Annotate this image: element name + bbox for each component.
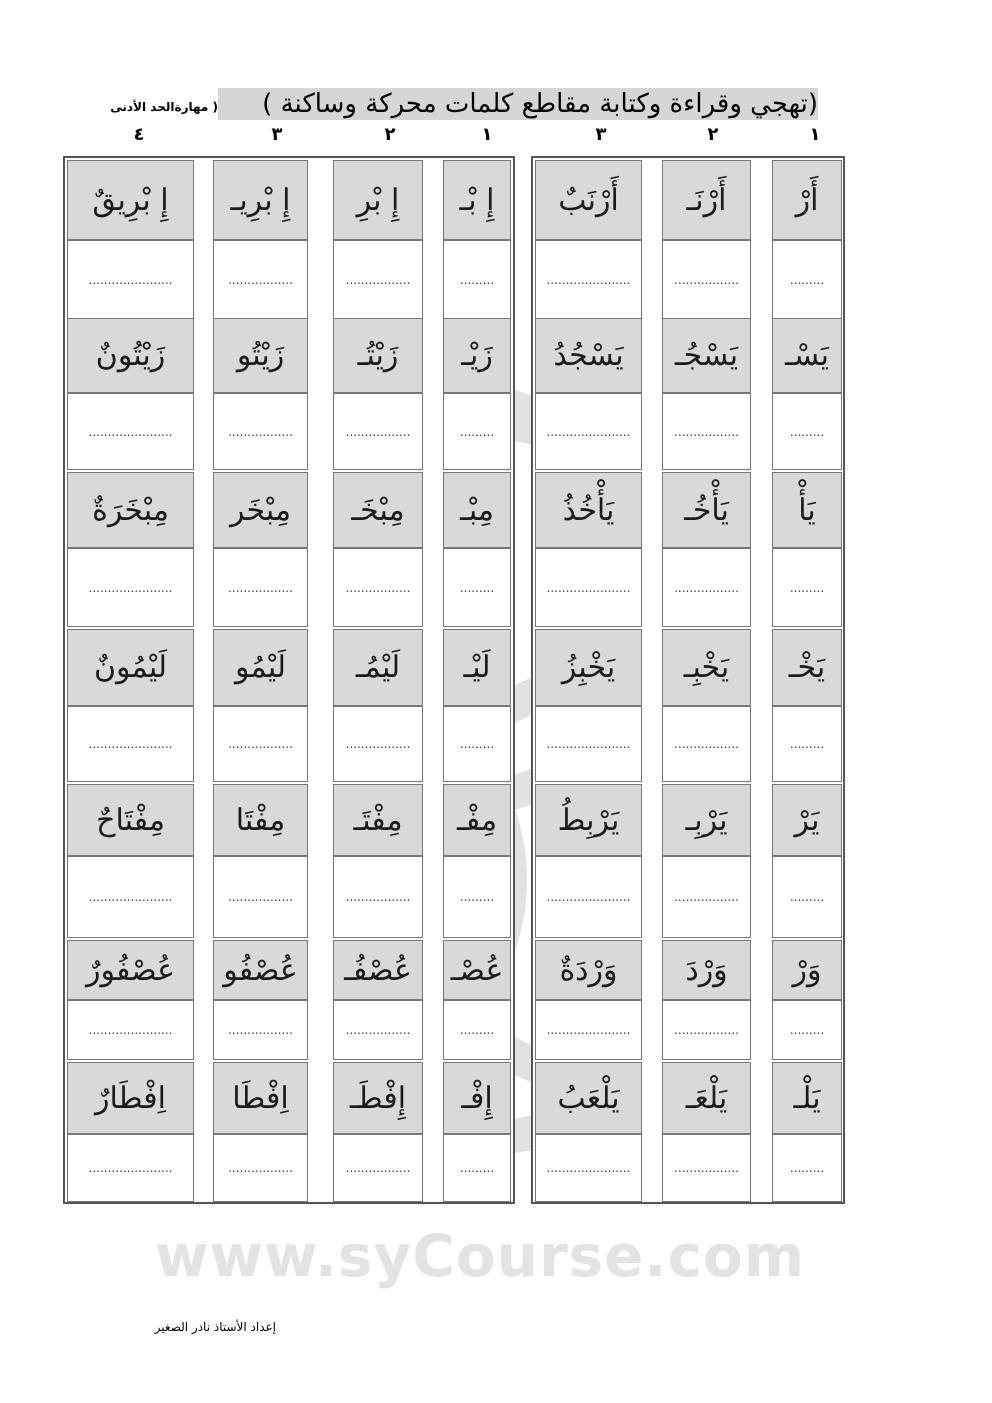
column-number: ١ <box>809 124 821 145</box>
syllable-cell: عُصْفُـ <box>333 940 423 1000</box>
syllable-cell: مِبْخَر <box>213 472 308 548</box>
writing-line[interactable]: ......... <box>772 240 842 320</box>
syllable-cell: يَرْبِطُ <box>535 784 642 856</box>
syllable-cell: عُصْفُورٌ <box>67 940 194 1000</box>
syllable-cell: يَأْ <box>772 472 842 548</box>
syllable-cell: يَخْبِزُ <box>535 629 642 706</box>
writing-line[interactable]: ...................... <box>535 856 642 938</box>
writing-line[interactable]: ......... <box>443 1000 511 1060</box>
writing-line[interactable]: ......... <box>443 706 511 782</box>
syllable-cell: أَرْنَبٌ <box>535 160 642 240</box>
syllable-cell: يَلْعَـ <box>662 1062 751 1134</box>
writing-line[interactable]: ................. <box>213 706 308 782</box>
syllable-cell: مِفْتَا <box>213 784 308 856</box>
writing-line[interactable]: ...................... <box>67 548 194 627</box>
column-number: ٢ <box>384 124 396 145</box>
writing-line[interactable]: ...................... <box>535 548 642 627</box>
writing-line[interactable]: ......... <box>443 856 511 938</box>
writing-line[interactable]: ......... <box>772 393 842 470</box>
writing-line[interactable]: ......... <box>772 548 842 627</box>
column-number: ٣ <box>595 124 607 145</box>
column-number: ٤ <box>133 124 145 145</box>
syllable-cell: مِبْخَـ <box>333 472 423 548</box>
writing-line[interactable]: ................. <box>333 1134 423 1202</box>
writing-line[interactable]: ................. <box>213 856 308 938</box>
writing-line[interactable]: ................. <box>662 393 751 470</box>
writing-line[interactable]: ................. <box>333 393 423 470</box>
writing-line[interactable]: ...................... <box>67 393 194 470</box>
syllable-cell: يَلْـ <box>772 1062 842 1134</box>
syllable-cell: يَأْخُذُ <box>535 472 642 548</box>
writing-line[interactable]: ................. <box>662 1134 751 1202</box>
syllable-cell: لَيْمُونٌ <box>67 629 194 706</box>
writing-line[interactable]: ................. <box>213 1134 308 1202</box>
syllable-cell: زَيْتُو <box>213 318 308 393</box>
writing-line[interactable]: ................. <box>333 240 423 320</box>
syllable-cell: اِفْطَا <box>213 1062 308 1134</box>
syllable-cell: مِفْتَـ <box>333 784 423 856</box>
writing-line[interactable]: ......... <box>772 856 842 938</box>
column-number: ٢ <box>707 124 719 145</box>
syllable-cell: إِ بْـ <box>443 160 511 240</box>
syllable-cell: زَيْـ <box>443 318 511 393</box>
writing-line[interactable]: ................. <box>662 856 751 938</box>
writing-line[interactable]: ...................... <box>67 706 194 782</box>
syllable-cell: وَرْدَةٌ <box>535 940 642 1000</box>
writing-line[interactable]: ................. <box>333 706 423 782</box>
writing-line[interactable]: ...................... <box>67 240 194 320</box>
writing-line[interactable]: ...................... <box>535 706 642 782</box>
writing-line[interactable]: ................. <box>213 1000 308 1060</box>
writing-line[interactable]: ......... <box>443 240 511 320</box>
syllable-cell: يَرْبِـ <box>662 784 751 856</box>
writing-line[interactable]: ................. <box>662 1000 751 1060</box>
writing-line[interactable]: ................. <box>213 393 308 470</box>
writing-line[interactable]: ................. <box>213 548 308 627</box>
writing-line[interactable]: ................. <box>333 856 423 938</box>
syllable-cell: زَيْتُونٌ <box>67 318 194 393</box>
syllable-cell: اِفْطَارٌ <box>67 1062 194 1134</box>
syllable-cell: وَرْ <box>772 940 842 1000</box>
writing-line[interactable]: ...................... <box>67 1134 194 1202</box>
syllable-cell: إِ بْرِيـ <box>213 160 308 240</box>
syllable-cell: يَسْجُـ <box>662 318 751 393</box>
writing-line[interactable]: ...................... <box>535 240 642 320</box>
syllable-cell: إِ بْرِيقٌ <box>67 160 194 240</box>
writing-line[interactable]: ...................... <box>67 1000 194 1060</box>
syllable-cell: عُصْفُو <box>213 940 308 1000</box>
syllable-cell: لَيْمُـ <box>333 629 423 706</box>
syllable-cell: يَخْـ <box>772 629 842 706</box>
syllable-cell: مِبْخَرَةٌ <box>67 472 194 548</box>
syllable-cell: إِ بْرِ <box>333 160 423 240</box>
syllable-cell: لَيْـ <box>443 629 511 706</box>
syllable-cell: يَرْ <box>772 784 842 856</box>
syllable-cell: مِفْـ <box>443 784 511 856</box>
writing-line[interactable]: ...................... <box>67 856 194 938</box>
writing-line[interactable]: ......... <box>772 1000 842 1060</box>
syllable-cell: وَرْدَ <box>662 940 751 1000</box>
writing-line[interactable]: ......... <box>443 393 511 470</box>
writing-line[interactable]: ......... <box>443 1134 511 1202</box>
syllable-cell: إِفْـ <box>443 1062 511 1134</box>
writing-line[interactable]: ...................... <box>535 1134 642 1202</box>
syllable-cell: يَأْخُـ <box>662 472 751 548</box>
skill-level-label: ( مهارةالحد الأدنى <box>110 100 218 114</box>
writing-line[interactable]: ................. <box>333 548 423 627</box>
writing-line[interactable]: ................. <box>662 706 751 782</box>
writing-line[interactable]: ................. <box>333 1000 423 1060</box>
worksheet-title: (تهجي وقراءة وكتابة مقاطع كلمات محركة وساكنة ) <box>218 88 818 120</box>
author-credit: إعداد الأستاذ نادر الصغير <box>154 1320 276 1334</box>
writing-line[interactable]: ...................... <box>535 393 642 470</box>
writing-line[interactable]: ................. <box>213 240 308 320</box>
syllable-cell: يَخْبِـ <box>662 629 751 706</box>
syllable-cell: أَرْنَـ <box>662 160 751 240</box>
column-number: ٣ <box>271 124 283 145</box>
syllable-cell: مِفْتَاحٌ <box>67 784 194 856</box>
syllable-cell: مِبْـ <box>443 472 511 548</box>
syllable-cell: يَسْـ <box>772 318 842 393</box>
syllable-cell: أَرْ <box>772 160 842 240</box>
writing-line[interactable]: ......... <box>772 1134 842 1202</box>
site-watermark: www.syCourse.com <box>154 1222 806 1290</box>
syllable-cell: يَلْعَبُ <box>535 1062 642 1134</box>
syllable-cell: يَسْجُدُ <box>535 318 642 393</box>
syllable-cell: عُصْـ <box>443 940 511 1000</box>
writing-line[interactable]: ...................... <box>535 1000 642 1060</box>
column-number: ١ <box>481 124 493 145</box>
syllable-cell: زَيْتُـ <box>333 318 423 393</box>
syllable-cell: إِفْطَـ <box>333 1062 423 1134</box>
writing-line[interactable]: ......... <box>772 706 842 782</box>
writing-line[interactable]: ................. <box>662 548 751 627</box>
syllable-cell: لَيْمُو <box>213 629 308 706</box>
writing-line[interactable]: ................. <box>662 240 751 320</box>
writing-line[interactable]: ......... <box>443 548 511 627</box>
